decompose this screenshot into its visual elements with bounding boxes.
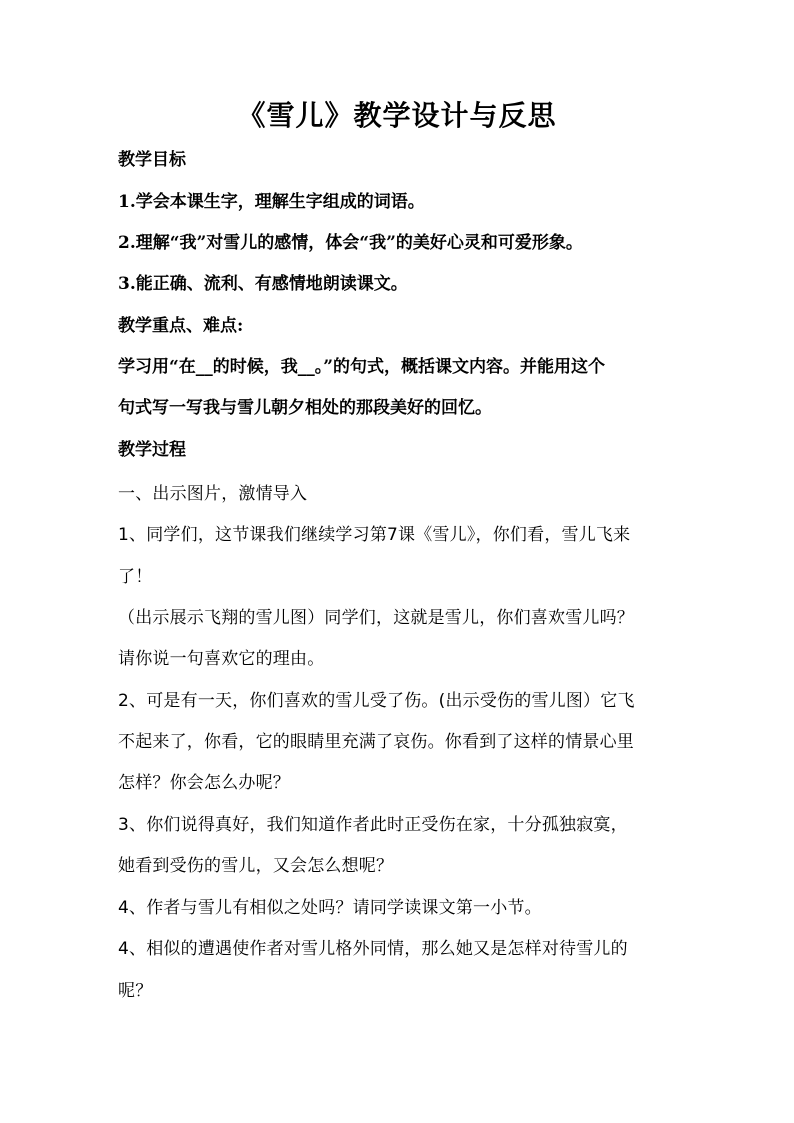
objective-item-1: 1.学会本课生字，理解生字组成的词语。 — [118, 192, 425, 212]
process-line: 4、作者与雪儿有相似之处吗？请同学读课文第一小节。 — [118, 898, 542, 918]
process-heading: 教学过程 — [118, 440, 186, 460]
objective-item-3: 3.能正确、流利、有感情地朗读课文。 — [118, 274, 408, 294]
key-points-heading: 教学重点、难点: — [118, 316, 244, 336]
process-section-1-title: 一、出示图片，激情导入 — [118, 484, 308, 504]
process-line: 4、相似的遭遇使作者对雪儿格外同情，那么她又是怎样对待雪儿的 — [118, 939, 628, 959]
process-line: 怎样？你会怎么办呢？ — [118, 773, 290, 793]
process-line: （出示展示飞翔的雪儿图）同学们，这就是雪儿，你们喜欢雪儿吗？ — [118, 608, 634, 628]
process-line: 了！ — [118, 567, 153, 587]
objectives-heading: 教学目标 — [118, 150, 186, 170]
process-line: 不起来了，你看，它的眼睛里充满了哀伤。你看到了这样的情景心里 — [118, 732, 634, 752]
objective-item-2: 2.理解“我”对雪儿的感情，体会“我”的美好心灵和可爱形象。 — [118, 233, 583, 253]
process-line: 2、可是有一天，你们喜欢的雪儿受了伤。(出示受伤的雪儿图）它飞 — [118, 691, 635, 711]
document-title: 《雪儿》教学设计与反思 — [237, 99, 557, 132]
key-points-line-2: 句式写一写我与雪儿朝夕相处的那段美好的回忆。 — [118, 398, 492, 418]
process-line: 3、你们说得真好，我们知道作者此时正受伤在家，十分孤独寂寞， — [118, 815, 628, 835]
process-line: 呢？ — [118, 981, 153, 1001]
process-line: 1、同学们，这节课我们继续学习第7课《雪儿》，你们看，雪儿飞来 — [118, 525, 631, 545]
key-points-line-1: 学习用“在__的时候，我__。”的句式，概括课文内容。并能用这个 — [118, 357, 606, 377]
process-line: 请你说一句喜欢它的理由。 — [118, 649, 325, 669]
process-line: 她看到受伤的雪儿，又会怎么想呢？ — [118, 856, 394, 876]
